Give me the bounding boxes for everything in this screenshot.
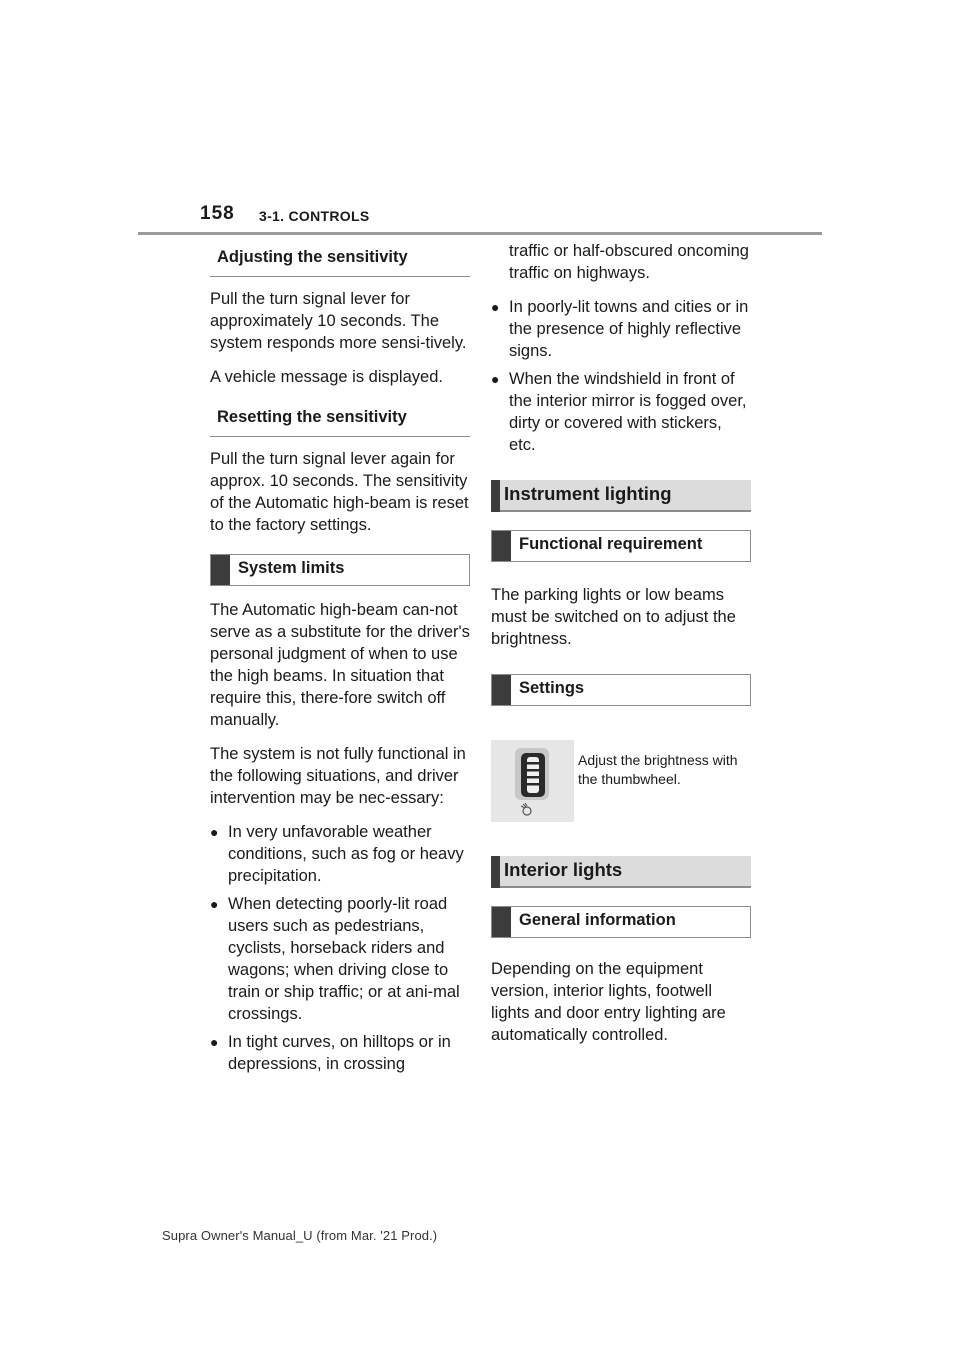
- heading-tab: [492, 907, 511, 937]
- figure-caption: Adjust the brightness with the thumbwheel.: [578, 752, 738, 787]
- heading-tab: [492, 531, 511, 561]
- header-rule: [138, 232, 822, 235]
- paragraph: The parking lights or low beams must be switched on to adjust the brightness.: [491, 586, 736, 648]
- paragraph: Pull the turn signal lever for approximately 10 seconds. The system responds more sensi-tively.: [210, 290, 467, 352]
- settings-figure: [491, 740, 751, 832]
- list-item: ● In tight curves, on hilltops or in depressions, in crossing: [210, 1031, 470, 1075]
- footer: Supra Owner's Manual_U (from Mar. '21 Prod.): [162, 1228, 438, 1243]
- bullet-list: [210, 821, 470, 1075]
- heading-tab: [491, 480, 500, 512]
- heading-text: Instrument lighting: [504, 483, 672, 504]
- heading-text: Interior lights: [504, 859, 623, 880]
- heading-text: General information: [519, 911, 676, 929]
- right-column: [491, 240, 751, 1058]
- bullet-list: [491, 296, 751, 456]
- heading-interior-lights: [491, 856, 751, 888]
- section-title: 3-1. CONTROLS: [259, 208, 370, 224]
- heading-settings: [491, 674, 751, 706]
- heading-adjusting-sensitivity: Adjusting the sensitivity: [210, 240, 470, 277]
- thumbwheel-icon: [491, 740, 574, 822]
- heading-text: System limits: [238, 559, 345, 577]
- heading-tab: [492, 675, 511, 705]
- heading-tab: [211, 555, 230, 585]
- page-number: 158: [200, 203, 235, 224]
- heading-functional-requirement: [491, 530, 751, 562]
- heading-tab: [491, 856, 500, 888]
- heading-text: Settings: [519, 679, 585, 697]
- heading-system-limits: [210, 554, 470, 586]
- list-item: ● When the windshield in front of the interior mirror is fogged over, dirty or covered with stickers, etc.: [491, 368, 751, 456]
- heading-instrument-lighting: [491, 480, 751, 512]
- list-item: ● In very unfavorable weather conditions, such as fog or heavy precipitation.: [210, 821, 470, 887]
- paragraph: The system is not fully functional in the following situations, and driver intervention may be nec-essary:: [210, 745, 466, 807]
- heading-general-information: [491, 906, 751, 938]
- list-item: ● In poorly-lit towns and cities or in the presence of highly reflective signs.: [491, 296, 751, 362]
- paragraph: The Automatic high-beam can-not serve as a substitute for the driver's personal judgment of when to use the high beams. In situation that require this, there-fore switch off manually.: [210, 601, 470, 729]
- paragraph: Depending on the equipment version, interior lights, footwell lights and door entry lighting are automatically controlled.: [491, 960, 726, 1044]
- paragraph: A vehicle message is displayed.: [210, 368, 443, 386]
- list-item: ● When detecting poorly-lit road users such as pedestrians, cyclists, horseback riders and wagons; when driving close to train or ship traffic; or at ani-mal crossings.: [210, 893, 470, 1025]
- paragraph: Pull the turn signal lever again for approx. 10 seconds. The sensitivity of the Automatic high-beam is reset to the factory settings.: [210, 450, 469, 534]
- heading-text: Functional requirement: [519, 535, 703, 553]
- heading-resetting-sensitivity: Resetting the sensitivity: [210, 400, 470, 437]
- bullet-continuation: traffic or half-obscured oncoming traffic on highways.: [509, 242, 749, 282]
- left-column: [210, 240, 470, 1081]
